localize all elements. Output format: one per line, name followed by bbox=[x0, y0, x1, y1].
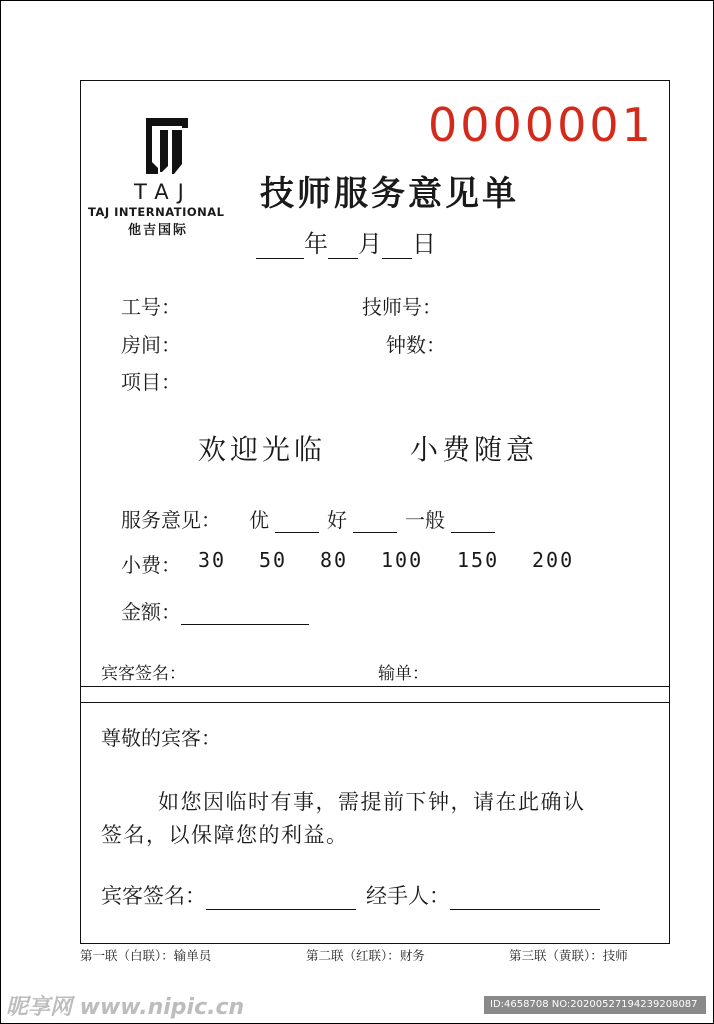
excellent-blank[interactable] bbox=[275, 510, 319, 533]
feedback-option-excellent: 优 bbox=[249, 508, 269, 532]
handler-label: 经手人： bbox=[366, 884, 450, 908]
bottom-guest-signature-label: 宾客签名： bbox=[101, 884, 206, 908]
logo-latin: TAJ bbox=[134, 180, 193, 204]
serial-number: 0000001 bbox=[428, 98, 654, 152]
watermark-site: 昵享网 www.nipic.cn bbox=[6, 995, 245, 1020]
tip-amount-100: 100 bbox=[381, 548, 424, 572]
copy-white: 第一联（白联）：输单员 bbox=[80, 948, 212, 963]
feedback-option-average: 一般 bbox=[405, 508, 445, 532]
billing-label: 输单： bbox=[378, 664, 429, 684]
notice-line-2: 签名，以保障您的利益。 bbox=[101, 823, 349, 847]
item-label: 项目： bbox=[121, 370, 181, 394]
amount-label: 金额： bbox=[121, 600, 181, 624]
month-blank[interactable] bbox=[328, 236, 358, 259]
technician-no-label: 技师号： bbox=[362, 295, 442, 319]
notice-greeting: 尊敬的宾客： bbox=[101, 726, 221, 750]
copy-red: 第二联（红联）：财务 bbox=[306, 948, 425, 963]
day-blank[interactable] bbox=[382, 236, 412, 259]
feedback-label: 服务意见： bbox=[121, 508, 221, 532]
divider-bottom bbox=[80, 702, 670, 703]
watermark-id: ID:4658708 NO:20200527194239208087 bbox=[484, 996, 706, 1014]
tip-amount-50: 50 bbox=[259, 548, 288, 572]
amount-blank[interactable] bbox=[181, 602, 309, 625]
logo-chinese: 他吉国际 bbox=[128, 223, 189, 238]
guest-signature-label: 宾客签名： bbox=[101, 664, 186, 684]
feedback-option-good: 好 bbox=[327, 508, 347, 532]
welcome-slogan: 欢迎光临 bbox=[198, 433, 327, 466]
form-title: 技师服务意见单 bbox=[260, 174, 519, 214]
tip-label: 小费： bbox=[121, 553, 181, 577]
tips-slogan: 小费随意 bbox=[410, 433, 539, 466]
guest-signature-blank[interactable] bbox=[206, 887, 356, 910]
tip-amount-80: 80 bbox=[320, 548, 349, 572]
good-blank[interactable] bbox=[353, 510, 397, 533]
day-label: 日 bbox=[412, 230, 436, 258]
bottom-signature-row bbox=[101, 880, 600, 910]
employee-no-label: 工号： bbox=[121, 295, 181, 319]
room-label: 房间： bbox=[121, 333, 181, 357]
hours-label: 钟数： bbox=[386, 333, 446, 357]
average-blank[interactable] bbox=[451, 510, 495, 533]
amount-row bbox=[121, 596, 309, 625]
feedback-row bbox=[121, 504, 495, 533]
tip-amount-150: 150 bbox=[457, 548, 500, 572]
divider-top bbox=[80, 686, 670, 687]
year-label: 年 bbox=[304, 230, 328, 258]
logo-international: TAJ INTERNATIONAL bbox=[88, 205, 225, 219]
notice-line-1: 如您因临时有事，需提前下钟，请在此确认 bbox=[158, 790, 586, 814]
handler-blank[interactable] bbox=[450, 887, 600, 910]
year-blank[interactable] bbox=[256, 236, 304, 259]
date-line bbox=[256, 224, 436, 259]
tip-amount-30: 30 bbox=[198, 548, 227, 572]
month-label: 月 bbox=[358, 230, 382, 258]
copy-yellow: 第三联（黄联）：技师 bbox=[509, 948, 628, 963]
taj-logo-icon bbox=[146, 118, 188, 174]
tip-amount-200: 200 bbox=[532, 548, 575, 572]
